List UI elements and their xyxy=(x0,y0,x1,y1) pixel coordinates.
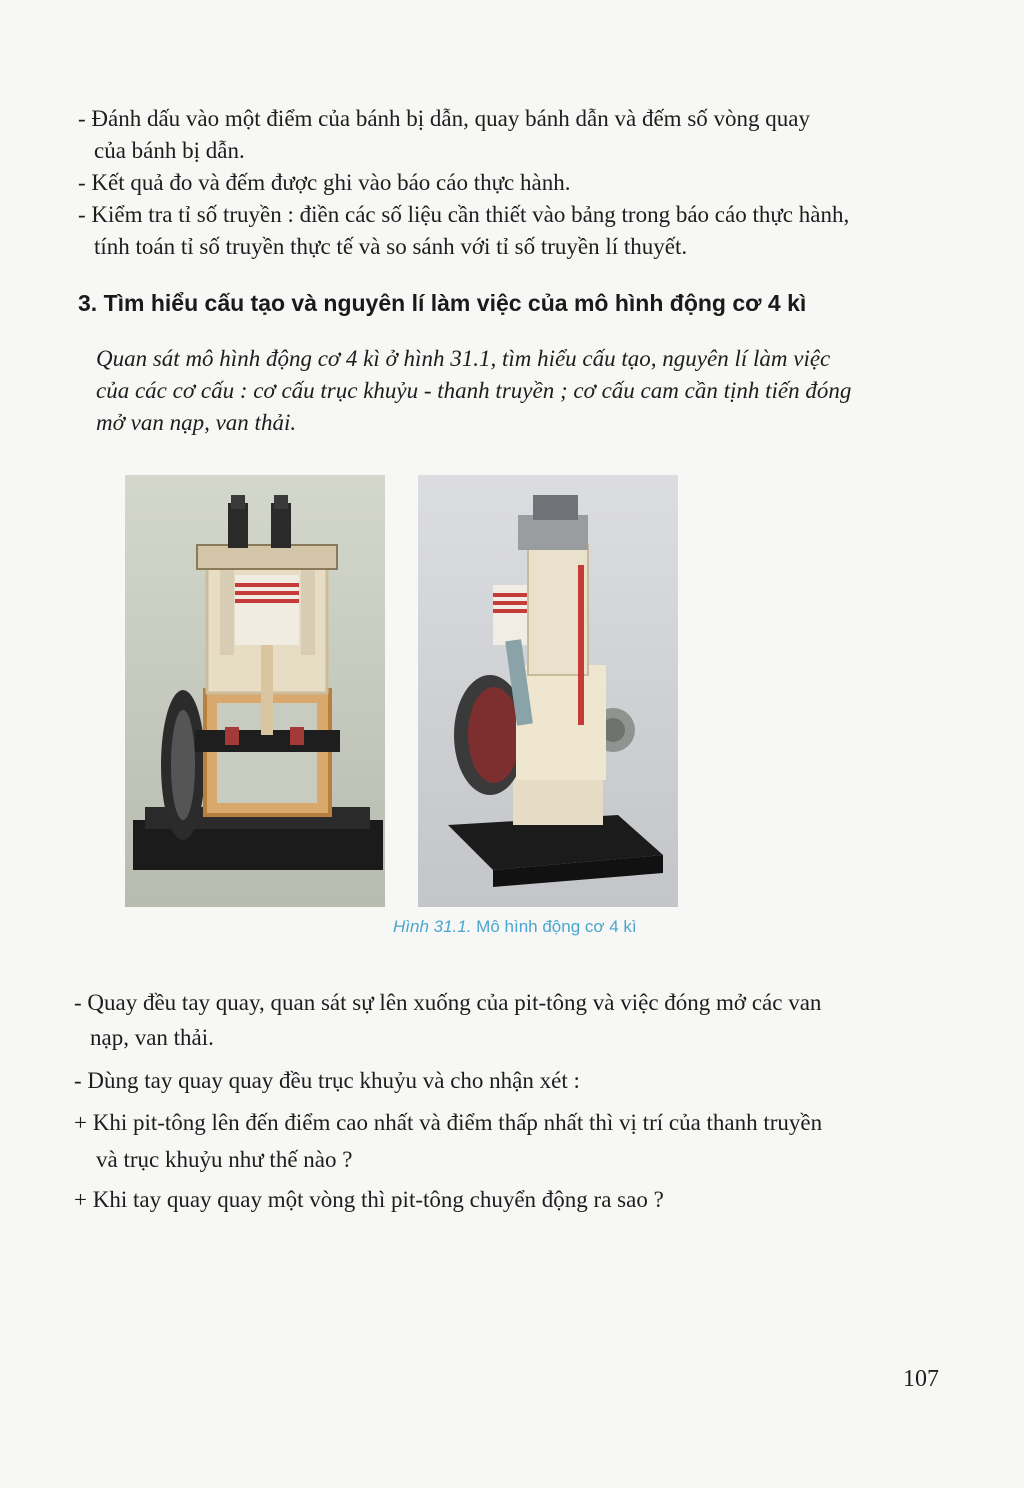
step-line-6: + Khi tay quay quay một vòng thì pit-tông chuyển động ra sao ? xyxy=(74,1187,664,1212)
step-line-2: nạp, van thải. xyxy=(90,1025,214,1050)
step-line-4: + Khi pit-tông lên đến điểm cao nhất và điểm thấp nhất thì vị trí của thanh truyền xyxy=(74,1110,823,1135)
instruction-line-3: mở van nạp, van thải. xyxy=(96,410,297,435)
step-line-3: - Dùng tay quay quay đều trục khuỷu và cho nhận xét : xyxy=(74,1068,580,1093)
instruction-line-1: Quan sát mô hình động cơ 4 kì ở hình 31.1, tìm hiểu cấu tạo, nguyên lí làm việc xyxy=(96,346,831,371)
intro-line-5: tính toán tỉ số truyền thực tế và so sánh với tỉ số truyền lí thuyết. xyxy=(94,234,688,259)
intro-line-3: - Kết quả đo và đếm được ghi vào báo cáo thực hành. xyxy=(78,170,571,195)
instruction-line-2: của các cơ cấu : cơ cấu trục khuỷu - thanh truyền ; cơ cấu cam cần tịnh tiến đóng xyxy=(96,378,852,403)
figure-caption-number: Hình 31.1. xyxy=(393,917,472,936)
engine-side-illustration xyxy=(418,475,678,907)
step-line-1: - Quay đều tay quay, quan sát sự lên xuống của pit-tông và việc đóng mở các van xyxy=(74,990,822,1015)
intro-line-2: của bánh bị dẫn. xyxy=(94,138,245,163)
step-line-5: và trục khuỷu như thế nào ? xyxy=(96,1147,353,1172)
intro-line-4: - Kiểm tra tỉ số truyền : điền các số liệu cần thiết vào bảng trong báo cáo thực hành, xyxy=(78,202,850,227)
engine-front-illustration xyxy=(125,475,385,907)
section-heading: 3. Tìm hiểu cấu tạo và nguyên lí làm việc của mô hình động cơ 4 kì xyxy=(78,290,807,316)
page-number: 107 xyxy=(903,1366,939,1392)
engine-model-side-photo xyxy=(418,475,678,907)
figure-caption xyxy=(393,917,637,937)
engine-model-front-photo xyxy=(125,475,385,907)
intro-line-1: - Đánh dấu vào một điểm của bánh bị dẫn, quay bánh dẫn và đếm số vòng quay xyxy=(78,106,810,131)
figure-caption-text: Mô hình động cơ 4 kì xyxy=(471,917,637,936)
